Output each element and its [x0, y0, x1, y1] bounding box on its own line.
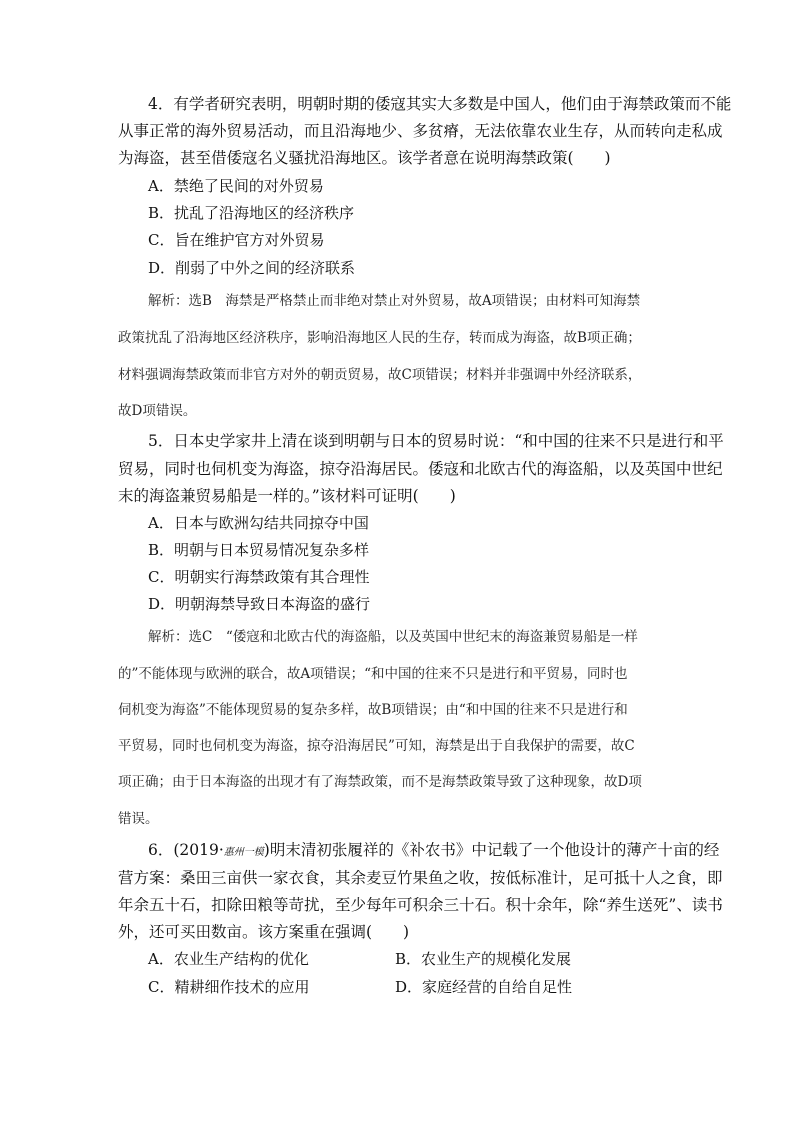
q4-stem-line-1: 4．有学者研究表明，明朝时期的倭寇其实大多数是中国人，他们由于海禁政策而不能 [148, 95, 732, 113]
q4-option-b: B．扰乱了沿海地区的经济秩序 [148, 204, 355, 222]
q5-analysis-line-5: 项正确；由于日本海盗的出现才有了海禁政策，而不是海禁政策导致了这种现象，故D项 [118, 774, 642, 790]
q5-option-a: A．日本与欧洲勾结共同掠夺中国 [148, 514, 369, 532]
q4-stem-line-3: 为海盗，甚至借倭寇名义骚扰沿海地区。该学者意在说明海禁政策( ) [118, 149, 611, 167]
q5-analysis-line-1: 解析：选C “倭寇和北欧古代的海盗船，以及英国中世纪末的海盗兼贸易船是一样 [148, 629, 638, 645]
q5-option-d: D．明朝海禁导致日本海盗的盛行 [148, 595, 371, 613]
q5-option-b: B．明朝与日本贸易情况复杂多样 [148, 541, 370, 559]
q4-analysis-line-1: 解析：选B 海禁是严格禁止而非绝对禁止对外贸易，故A项错误；由材料可知海禁 [148, 293, 641, 309]
q4-option-a: A．禁绝了民间的对外贸易 [148, 177, 324, 195]
q4-analysis-line-3: 材料强调海禁政策而非官方对外的朝贡贸易，故C项错误；材料并非强调中外经济联系， [118, 367, 642, 383]
q6-source: 惠州一模 [223, 847, 264, 858]
q6-option-c: C．精耕细作技术的应用 [148, 978, 310, 996]
q6-stem-line-2: 营方案：桑田三亩供一家衣食，其余麦豆竹果鱼之收，按低标准计，足可抵十人之食，即 [118, 869, 723, 887]
q4-analysis-line-2: 政策扰乱了沿海地区经济秩序，影响沿海地区人民的生存，转而成为海盗，故B项正确； [118, 330, 641, 346]
q5-analysis-line-6: 错误。 [118, 811, 159, 827]
q6-option-a: A．农业生产结构的优化 [148, 950, 309, 968]
q5-analysis-line-3: 伺机变为海盗”不能体现贸易的复杂多样，故B项错误；由“和中国的往来不只是进行和 [118, 702, 628, 718]
q5-stem-line-3: 末的海盗兼贸易船是一样的。”该材料可证明( ) [118, 487, 456, 505]
q5-stem-line-1: 5．日本史学家井上清在谈到明朝与日本的贸易时说：“和中国的往来不只是进行和平 [148, 432, 724, 450]
q5-analysis-line-2: 的”不能体现与欧洲的联合，故A项错误；“和中国的往来不只是进行和平贸易，同时也 [118, 666, 628, 682]
q6-stem-line-4: 外，还可买田数亩。该方案重在强调( ) [118, 923, 410, 941]
q6-stem-line-1-text: )明末清初张履祥的《补农书》中记载了一个他设计的薄产十亩的经 [263, 841, 720, 859]
q4-option-d: D．削弱了中外之间的经济联系 [148, 259, 356, 277]
q4-analysis-line-4: 故D项错误。 [118, 403, 197, 419]
q5-option-c: C．明朝实行海禁政策有其合理性 [148, 568, 370, 586]
q4-option-c: C．旨在维护官方对外贸易 [148, 231, 325, 249]
q6-stem-line-1 [148, 840, 719, 863]
q6-option-d: D．家庭经营的自给自足性 [395, 978, 573, 996]
q5-stem-line-2: 贸易，同时也伺机变为海盗，掠夺沿海居民。倭寇和北欧古代的海盗船，以及英国中世纪 [118, 460, 723, 478]
q6-stem-line-3: 年余五十石，扣除田粮等苛扰，至少每年可积余三十石。积十余年，除“养生送死”、读书 [118, 896, 723, 914]
q4-stem-line-2: 从事正常的海外贸易活动，而且沿海地少、多贫瘠，无法依靠农业生存，从而转向走私成 [118, 122, 723, 140]
q5-analysis-line-4: 平贸易，同时也伺机变为海盗，掠夺沿海居民”可知，海禁是出于自我保护的需要，故C [118, 738, 635, 754]
q6-number: 6．(2019· [148, 841, 224, 859]
q6-option-b: B．农业生产的规模化发展 [395, 950, 572, 968]
